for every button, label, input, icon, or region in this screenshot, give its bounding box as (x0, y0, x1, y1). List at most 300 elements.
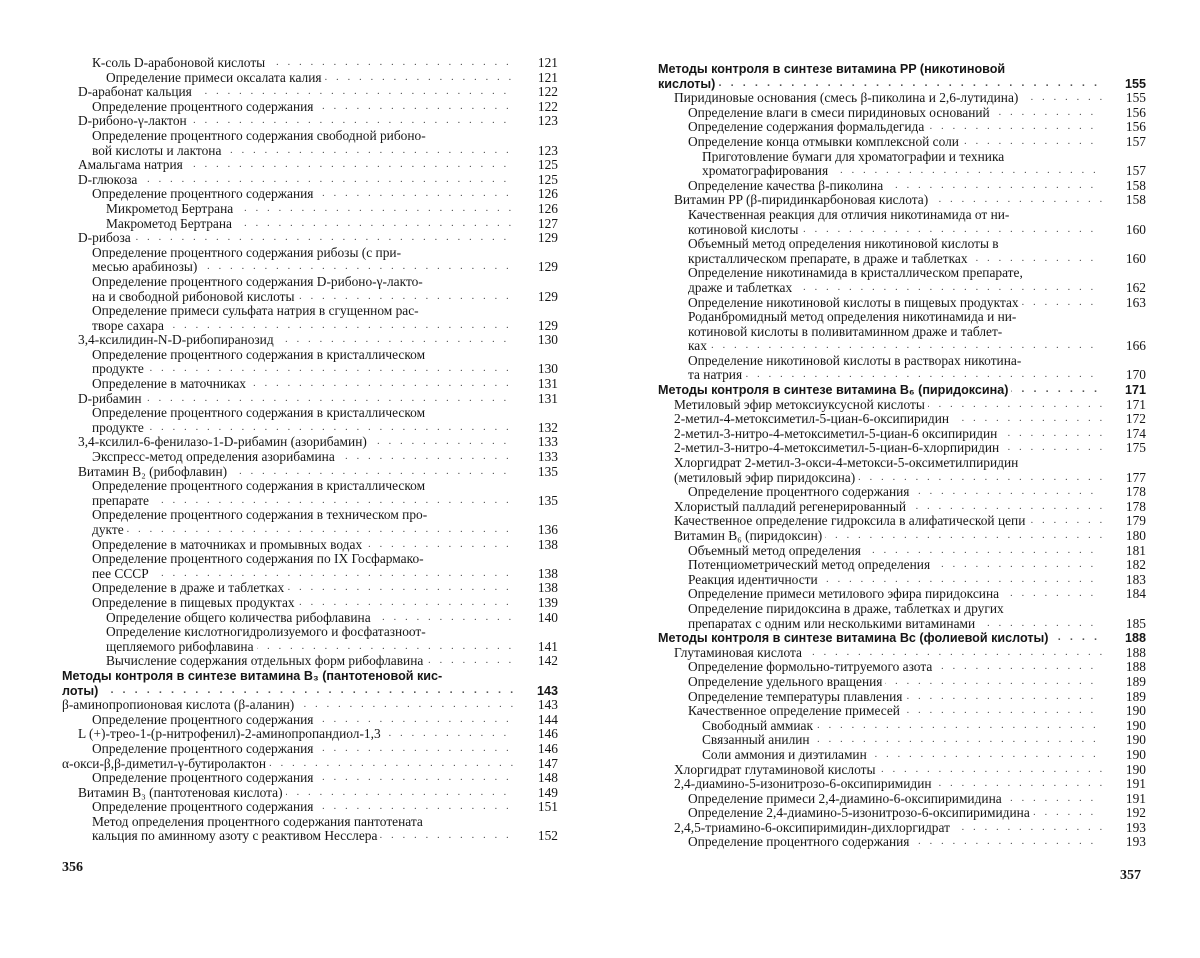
toc-entry (62, 508, 558, 537)
toc-entry-title: 2,4-диамино-5-изонитрозо-6-оксипиримидин (674, 777, 935, 791)
toc-entry-page: 158 (1102, 193, 1146, 208)
toc-entry (62, 231, 558, 246)
toc-entry-title-wrap (688, 544, 1102, 559)
toc-entry (658, 266, 1146, 295)
toc-entry-title: Определение процентного содержания (92, 100, 316, 114)
toc-entry-title: Потенциометрический метод определения (688, 558, 933, 572)
toc-entry-title-wrap (78, 435, 514, 450)
toc-entry-title-wrap (688, 179, 1102, 194)
toc-entry (658, 427, 1146, 442)
toc-entry (658, 514, 1146, 529)
toc-entry-title-wrap (78, 173, 514, 188)
toc-entry-title-wrap (92, 800, 514, 815)
toc-entry-page: 157 (1102, 164, 1146, 179)
toc-entry (658, 763, 1146, 778)
toc-entry (658, 412, 1146, 427)
toc-entry-title: Определение процентного содержания рибозы (с при- месью арабинозы) (92, 246, 401, 275)
toc-entry-page: 138 (514, 538, 558, 553)
toc-entry (658, 485, 1146, 500)
toc-entry-page: 133 (514, 435, 558, 450)
toc-entry (658, 748, 1146, 763)
toc-entry (658, 835, 1146, 850)
toc-entry-title: Методы контроля в синтезе витамина PP (никотиновой кислоты) (658, 62, 1005, 91)
toc-entry-title: Определение пиридоксина в драже, таблетках и других препаратах с одним или несколькими витаминами (688, 602, 1004, 631)
toc-entry-page: 133 (514, 450, 558, 465)
toc-entry (658, 690, 1146, 705)
toc-entry (62, 786, 558, 801)
toc-entry-title: Определение примеси сульфата натрия в сгущенном рас- творе сахара (92, 304, 419, 333)
toc-entry-page: 144 (514, 713, 558, 728)
page-number-right: 357 (1120, 868, 1141, 884)
toc-entry-title-wrap (658, 383, 1102, 398)
toc-entry-page: 180 (1102, 529, 1146, 544)
toc-entry-page: 189 (1102, 690, 1146, 705)
toc-entry-title: Определение процентного содержания (92, 187, 316, 201)
toc-entry-title: D-рибамин (78, 392, 145, 406)
toc-entry-title-wrap (688, 310, 1102, 354)
toc-entry-page: 160 (1102, 223, 1146, 238)
toc-entry-page: 143 (514, 684, 558, 699)
toc-entry (62, 377, 558, 392)
toc-entry-page: 171 (1102, 383, 1146, 398)
toc-entry (62, 538, 558, 553)
toc-entry-page: 163 (1102, 296, 1146, 311)
toc-entry (62, 815, 558, 844)
toc-entry-page: 143 (514, 698, 558, 713)
toc-entry-page: 192 (1102, 806, 1146, 821)
toc-entry-title: Определение процентного содержания (92, 800, 316, 814)
toc-entry (62, 625, 558, 654)
toc-entry-title: 2-метил-4-метоксиметил-5-циан-6-оксипиридин (674, 412, 952, 426)
toc-entry (62, 479, 558, 508)
toc-entry-page: 155 (1102, 91, 1146, 106)
toc-entry (658, 441, 1146, 456)
toc-entry-title-wrap (674, 763, 1102, 778)
toc-entry-title: Хлористый палладий регенерированный (674, 500, 909, 514)
toc-entry (658, 602, 1146, 631)
toc-entry (62, 611, 558, 626)
toc-entry-title-wrap (62, 757, 514, 772)
toc-entry-page: 181 (1102, 544, 1146, 559)
toc-section-heading (658, 383, 1146, 398)
toc-entry-title-wrap (688, 792, 1102, 807)
toc-entry-title: D-арабонат кальция (78, 85, 195, 99)
toc-entry (62, 757, 558, 772)
toc-entry-title: L (+)-трео-1-(р-нитрофенил)-2-аминопропандиол-1,3 (78, 727, 384, 741)
toc-entry-title-wrap (78, 231, 514, 246)
toc-entry-title: 3,4-ксилидин-N-D-рибопиранозид (78, 333, 277, 347)
toc-entry-title: Качественное определение примесей (688, 704, 903, 718)
toc-entry-page: 177 (1102, 471, 1146, 486)
toc-entry (658, 208, 1146, 237)
toc-entry (62, 552, 558, 581)
toc-entry-title-wrap (106, 654, 514, 669)
toc-entry-page: 129 (514, 290, 558, 305)
toc-entry-page: 125 (514, 173, 558, 188)
toc-entry-page: 121 (514, 56, 558, 71)
toc-entry-title-wrap (688, 690, 1102, 705)
toc-entry-title: Определение процентного содержания (92, 713, 316, 727)
toc-entry (62, 348, 558, 377)
toc-entry-title: Определение процентного содержания свободной рибоно- вой кислоты и лактона (92, 129, 426, 158)
toc-entry-title-wrap (78, 85, 514, 100)
toc-entry-title: Определение процентного содержания в кристаллическом продукте (92, 406, 425, 435)
toc-entry-title-wrap (674, 514, 1102, 529)
toc-entry (658, 354, 1146, 383)
toc-entry-title: Макрометод Бертрана (106, 217, 235, 231)
toc-entry-title: Хлоргидрат глутаминовой кислоты (674, 763, 878, 777)
toc-entry (658, 500, 1146, 515)
toc-entry-title: Определение формольно-титруемого азота (688, 660, 935, 674)
toc-entry-title-wrap (688, 660, 1102, 675)
toc-entry (62, 654, 558, 669)
toc-entry-page: 146 (514, 742, 558, 757)
toc-entry-title: Хлоргидрат 2-метил-3-окси-4-метокси-5-оксиметилпиридин (метиловый эфир пиридоксина) (674, 456, 1018, 485)
toc-entry-page: 190 (1102, 763, 1146, 778)
toc-entry-title-wrap (92, 742, 514, 757)
toc-entry-page: 136 (514, 523, 558, 538)
toc-entry-page: 129 (514, 231, 558, 246)
toc-entry-title: Определение процентного содержания (688, 835, 912, 849)
toc-entry (62, 742, 558, 757)
right-page-toc (658, 62, 1146, 850)
toc-entry-title: Витамин B₆ (пиридоксин) (674, 529, 825, 543)
toc-entry-title: Определение в маточниках (92, 377, 249, 391)
toc-entry-title: Соли аммония и диэтиламин (702, 748, 870, 762)
toc-entry-title-wrap (92, 538, 514, 553)
toc-entry-title-wrap (674, 456, 1102, 485)
toc-entry-title-wrap (92, 552, 514, 581)
toc-entry-title-wrap (674, 821, 1102, 836)
toc-section-heading (62, 669, 558, 698)
toc-entry (658, 777, 1146, 792)
toc-entry (62, 56, 558, 71)
toc-entry-page: 189 (1102, 675, 1146, 690)
toc-entry (658, 310, 1146, 354)
toc-entry-title: Глутаминовая кислота (674, 646, 805, 660)
toc-entry-page: 171 (1102, 398, 1146, 413)
toc-entry (62, 713, 558, 728)
toc-entry-title-wrap (78, 786, 514, 801)
toc-entry-page: 130 (514, 333, 558, 348)
toc-entry-title: 2-метил-3-нитро-4-метоксиметил-5-циан-6 оксипиридин (674, 427, 1000, 441)
toc-entry-title-wrap (92, 304, 514, 333)
toc-entry (62, 114, 558, 129)
toc-entry-title-wrap (674, 193, 1102, 208)
toc-entry (62, 435, 558, 450)
toc-entry-page: 142 (514, 654, 558, 669)
toc-entry-title: Определение общего количества рибофлавина (106, 611, 374, 625)
toc-entry (658, 646, 1146, 661)
toc-entry (62, 202, 558, 217)
toc-entry-title-wrap (106, 71, 514, 86)
toc-entry-title-wrap (702, 150, 1102, 179)
toc-entry-title-wrap (92, 508, 514, 537)
toc-entry-title-wrap (688, 675, 1102, 690)
toc-entry-title-wrap (688, 587, 1102, 602)
toc-entry-title-wrap (674, 412, 1102, 427)
toc-entry-page: 122 (514, 85, 558, 100)
toc-entry-title: β-аминопропионовая кислота (β-аланин) (62, 698, 297, 712)
toc-entry-page: 190 (1102, 719, 1146, 734)
toc-entry-title: Метиловый эфир метоксиуксусной кислоты (674, 398, 928, 412)
toc-entry (62, 304, 558, 333)
toc-section-heading (658, 62, 1146, 91)
toc-entry-title: Определение никотиновой кислоты в растворах никотина- та натрия (688, 354, 1021, 383)
toc-entry (658, 106, 1146, 121)
toc-entry-title: Связанный анилин (702, 733, 813, 747)
toc-entry-title-wrap (106, 217, 514, 232)
toc-entry-title: 2,4,5-триамино-6-оксипиримидин-дихлоргидрат (674, 821, 953, 835)
toc-entry-title-wrap (674, 500, 1102, 515)
toc-entry-title-wrap (674, 646, 1102, 661)
toc-entry-title-wrap (78, 333, 514, 348)
toc-entry-title: Определение процентного содержания (92, 742, 316, 756)
toc-entry-page: 148 (514, 771, 558, 786)
toc-entry-title-wrap (688, 266, 1102, 295)
toc-entry-title: Реакция идентичности (688, 573, 821, 587)
toc-entry (658, 573, 1146, 588)
toc-entry (62, 333, 558, 348)
toc-entry-title-wrap (674, 427, 1102, 442)
toc-entry (658, 135, 1146, 150)
toc-entry (62, 246, 558, 275)
toc-entry-title-wrap (92, 713, 514, 728)
toc-entry-title: Определение процентного содержания D-рибоно-γ-лакто- на и свободной рибоновой кислоты (92, 275, 423, 304)
toc-entry (658, 529, 1146, 544)
toc-entry-title-wrap (106, 202, 514, 217)
toc-entry-title-wrap (92, 815, 514, 844)
toc-entry (658, 237, 1146, 266)
toc-entry-title-wrap (688, 835, 1102, 850)
toc-entry (62, 698, 558, 713)
toc-entry (62, 450, 558, 465)
toc-entry (62, 800, 558, 815)
toc-entry (62, 581, 558, 596)
toc-entry-title-wrap (92, 275, 514, 304)
toc-entry-title: Методы контроля в синтезе витамина B₃ (пантотеновой кис- лоты) (62, 669, 442, 698)
toc-entry (658, 193, 1146, 208)
toc-entry-title: Определение в маточниках и промывных водах (92, 538, 365, 552)
toc-entry (62, 173, 558, 188)
toc-entry-title: Объемный метод определения никотиновой кислоты в кристаллическом препарате, в драже и таблетках (688, 237, 999, 266)
toc-entry-title-wrap (688, 135, 1102, 150)
toc-entry-title: D-рибоза (78, 231, 134, 245)
toc-entry-title-wrap (688, 237, 1102, 266)
toc-entry-title: Определение процентного содержания в кристаллическом продукте (92, 348, 425, 377)
toc-section-heading (658, 631, 1146, 646)
toc-entry-title-wrap (674, 529, 1102, 544)
toc-entry-title: Приготовление бумаги для хроматографии и техника хроматографирования (702, 150, 1004, 179)
toc-entry-title-wrap (78, 158, 514, 173)
toc-entry (658, 821, 1146, 836)
toc-entry-page: 141 (514, 640, 558, 655)
toc-entry-title: Определение удельного вращения (688, 675, 885, 689)
toc-entry (658, 792, 1146, 807)
toc-entry-title: Определение процентного содержания в техническом про- дукте (92, 508, 427, 537)
toc-entry-page: 179 (1102, 514, 1146, 529)
toc-entry-title-wrap (674, 398, 1102, 413)
toc-entry (658, 296, 1146, 311)
toc-entry-title-wrap (92, 100, 514, 115)
toc-entry (62, 100, 558, 115)
toc-entry (658, 91, 1146, 106)
toc-entry-page: 151 (514, 800, 558, 815)
toc-entry-page: 138 (514, 581, 558, 596)
toc-entry-title: D-рибоно-γ-лактон (78, 114, 190, 128)
toc-entry-page: 121 (514, 71, 558, 86)
toc-entry (62, 217, 558, 232)
toc-entry-title-wrap (62, 698, 514, 713)
toc-entry (62, 406, 558, 435)
toc-entry-title: Определение никотиновой кислоты в пищевых продуктах (688, 296, 1022, 310)
toc-entry (62, 158, 558, 173)
toc-entry-title: Определение процентного содержания по IX Госфармако- пее СССР (92, 552, 424, 581)
toc-entry-title-wrap (702, 733, 1102, 748)
toc-entry-title-wrap (658, 631, 1102, 646)
toc-entry-title-wrap (688, 573, 1102, 588)
toc-entry-title-wrap (92, 56, 514, 71)
toc-entry-title: Вычисление содержания отдельных форм рибофлавина (106, 654, 426, 668)
toc-entry-page: 129 (514, 319, 558, 334)
toc-entry-title-wrap (78, 465, 514, 480)
toc-entry-title-wrap (92, 187, 514, 202)
toc-entry-title: Определение в драже и таблетках (92, 581, 287, 595)
toc-entry-title: Определение процентного содержания (688, 485, 912, 499)
toc-entry-page: 157 (1102, 135, 1146, 150)
toc-entry (658, 806, 1146, 821)
toc-entry-title: D-глюкоза (78, 173, 140, 187)
toc-entry-title: Определение кислотногидролизуемого и фосфатазноот- щепляемого рибофлавина (106, 625, 426, 654)
toc-entry-title: Витамин B₂ (рибофлавин) (78, 465, 230, 479)
toc-entry-title-wrap (92, 377, 514, 392)
toc-entry-title-wrap (688, 704, 1102, 719)
toc-entry-title: Экспресс-метод определения азорибамина (92, 450, 338, 464)
page-number-left: 356 (62, 860, 83, 876)
toc-entry-title: Качественная реакция для отличия никотинамида от ни- котиновой кислоты (688, 208, 1009, 237)
toc-entry-page: 184 (1102, 587, 1146, 602)
toc-entry-title-wrap (688, 208, 1102, 237)
toc-entry-page: 152 (514, 829, 558, 844)
toc-entry-page: 166 (1102, 339, 1146, 354)
toc-entry (62, 727, 558, 742)
book-spread (0, 0, 1200, 958)
toc-entry-title: Определение конца отмывки комплексной соли (688, 135, 962, 149)
toc-entry-page: 139 (514, 596, 558, 611)
toc-entry (658, 660, 1146, 675)
toc-entry-title: Определение примеси метилового эфира пиридоксина (688, 587, 1002, 601)
toc-entry-page: 191 (1102, 792, 1146, 807)
toc-entry-page: 130 (514, 362, 558, 377)
toc-entry-page: 156 (1102, 106, 1146, 121)
toc-entry-page: 190 (1102, 748, 1146, 763)
toc-entry-title: Пиридиновые основания (смесь β-пиколина и 2,6-лутидина) (674, 91, 1021, 105)
toc-entry-title: Определение содержания формальдегида (688, 120, 927, 134)
toc-entry-page: 146 (514, 727, 558, 742)
toc-entry-page: 188 (1102, 631, 1146, 646)
toc-entry-title-wrap (92, 771, 514, 786)
toc-entry-page: 155 (1102, 77, 1146, 92)
toc-entry-title: Определение в пищевых продуктах (92, 596, 298, 610)
toc-entry-page: 160 (1102, 252, 1146, 267)
toc-entry-title-wrap (688, 602, 1102, 631)
toc-entry-page: 132 (514, 421, 558, 436)
toc-entry (658, 456, 1146, 485)
toc-entry-title: Микрометод Бертрана (106, 202, 236, 216)
toc-entry (658, 733, 1146, 748)
toc-entry-page: 126 (514, 187, 558, 202)
toc-entry (658, 704, 1146, 719)
toc-entry-title-wrap (674, 777, 1102, 792)
toc-entry (658, 587, 1146, 602)
toc-entry-title: Методы контроля в синтезе витамина B₆ (пиридоксина) (658, 383, 1011, 397)
toc-entry (658, 179, 1146, 194)
toc-entry-page: 122 (514, 100, 558, 115)
toc-entry-title: Роданбромидный метод определения никотинамида и ни- котиновой кислоты в поливитаминном драже и таблет- ках (688, 310, 1016, 353)
toc-entry-page: 123 (514, 114, 558, 129)
toc-entry (62, 596, 558, 611)
toc-entry (62, 392, 558, 407)
toc-entry-title-wrap (92, 348, 514, 377)
toc-entry-title: Определение влаги в смеси пиридиновых оснований (688, 106, 993, 120)
toc-entry-title: Качественное определение гидроксила в алифатической цепи (674, 514, 1028, 528)
toc-entry (658, 150, 1146, 179)
toc-entry-page: 135 (514, 494, 558, 509)
toc-entry-title: Свободный аммиак (702, 719, 816, 733)
toc-entry-page: 190 (1102, 704, 1146, 719)
toc-entry (62, 771, 558, 786)
toc-entry-title: 2-метил-3-нитро-4-метоксиметил-5-циан-6-хлорпиридин (674, 441, 1002, 455)
toc-entry (658, 675, 1146, 690)
toc-entry-title-wrap (688, 354, 1102, 383)
toc-entry-page: 135 (514, 465, 558, 480)
toc-entry-title-wrap (688, 558, 1102, 573)
toc-entry-title: Метод определения процентного содержания пантотената кальция по аминному азоту с реактивом Несслера (92, 815, 423, 844)
toc-entry-title: Определение примеси оксалата калия (106, 71, 325, 85)
toc-entry (62, 71, 558, 86)
toc-entry-page: 183 (1102, 573, 1146, 588)
toc-entry-page: 162 (1102, 281, 1146, 296)
toc-entry-title: Витамин B₃ (пантотеновая кислота) (78, 786, 286, 800)
toc-entry-title: Определение процентного содержания в кристаллическом препарате (92, 479, 425, 508)
toc-entry-page: 193 (1102, 835, 1146, 850)
toc-entry (658, 398, 1146, 413)
toc-entry-title: Витамин PP (β-пиридинкарбоновая кислота) (674, 193, 931, 207)
toc-entry-title: К-соль D-арабоновой кислоты (92, 56, 268, 70)
toc-entry-page: 131 (514, 392, 558, 407)
toc-entry-title: Методы контроля в синтезе витамина Bc (фолиевой кислоты) (658, 631, 1051, 645)
toc-entry-title-wrap (92, 406, 514, 435)
toc-entry-page: 182 (1102, 558, 1146, 573)
toc-entry (62, 187, 558, 202)
toc-entry-title-wrap (78, 727, 514, 742)
toc-entry-title: Определение качества β-пиколина (688, 179, 886, 193)
toc-entry (62, 275, 558, 304)
toc-entry (62, 85, 558, 100)
toc-entry-page: 178 (1102, 485, 1146, 500)
toc-entry-page: 149 (514, 786, 558, 801)
toc-entry-title-wrap (658, 62, 1102, 91)
toc-entry-page: 147 (514, 757, 558, 772)
toc-entry-page: 178 (1102, 500, 1146, 515)
toc-entry-title-wrap (688, 485, 1102, 500)
toc-entry-page: 174 (1102, 427, 1146, 442)
toc-entry-title-wrap (106, 625, 514, 654)
toc-entry-page: 129 (514, 260, 558, 275)
toc-entry-title: Объемный метод определения (688, 544, 864, 558)
toc-entry-title: Определение никотинамида в кристаллическом препарате, драже и таблетках (688, 266, 1023, 295)
toc-entry-title-wrap (92, 246, 514, 275)
